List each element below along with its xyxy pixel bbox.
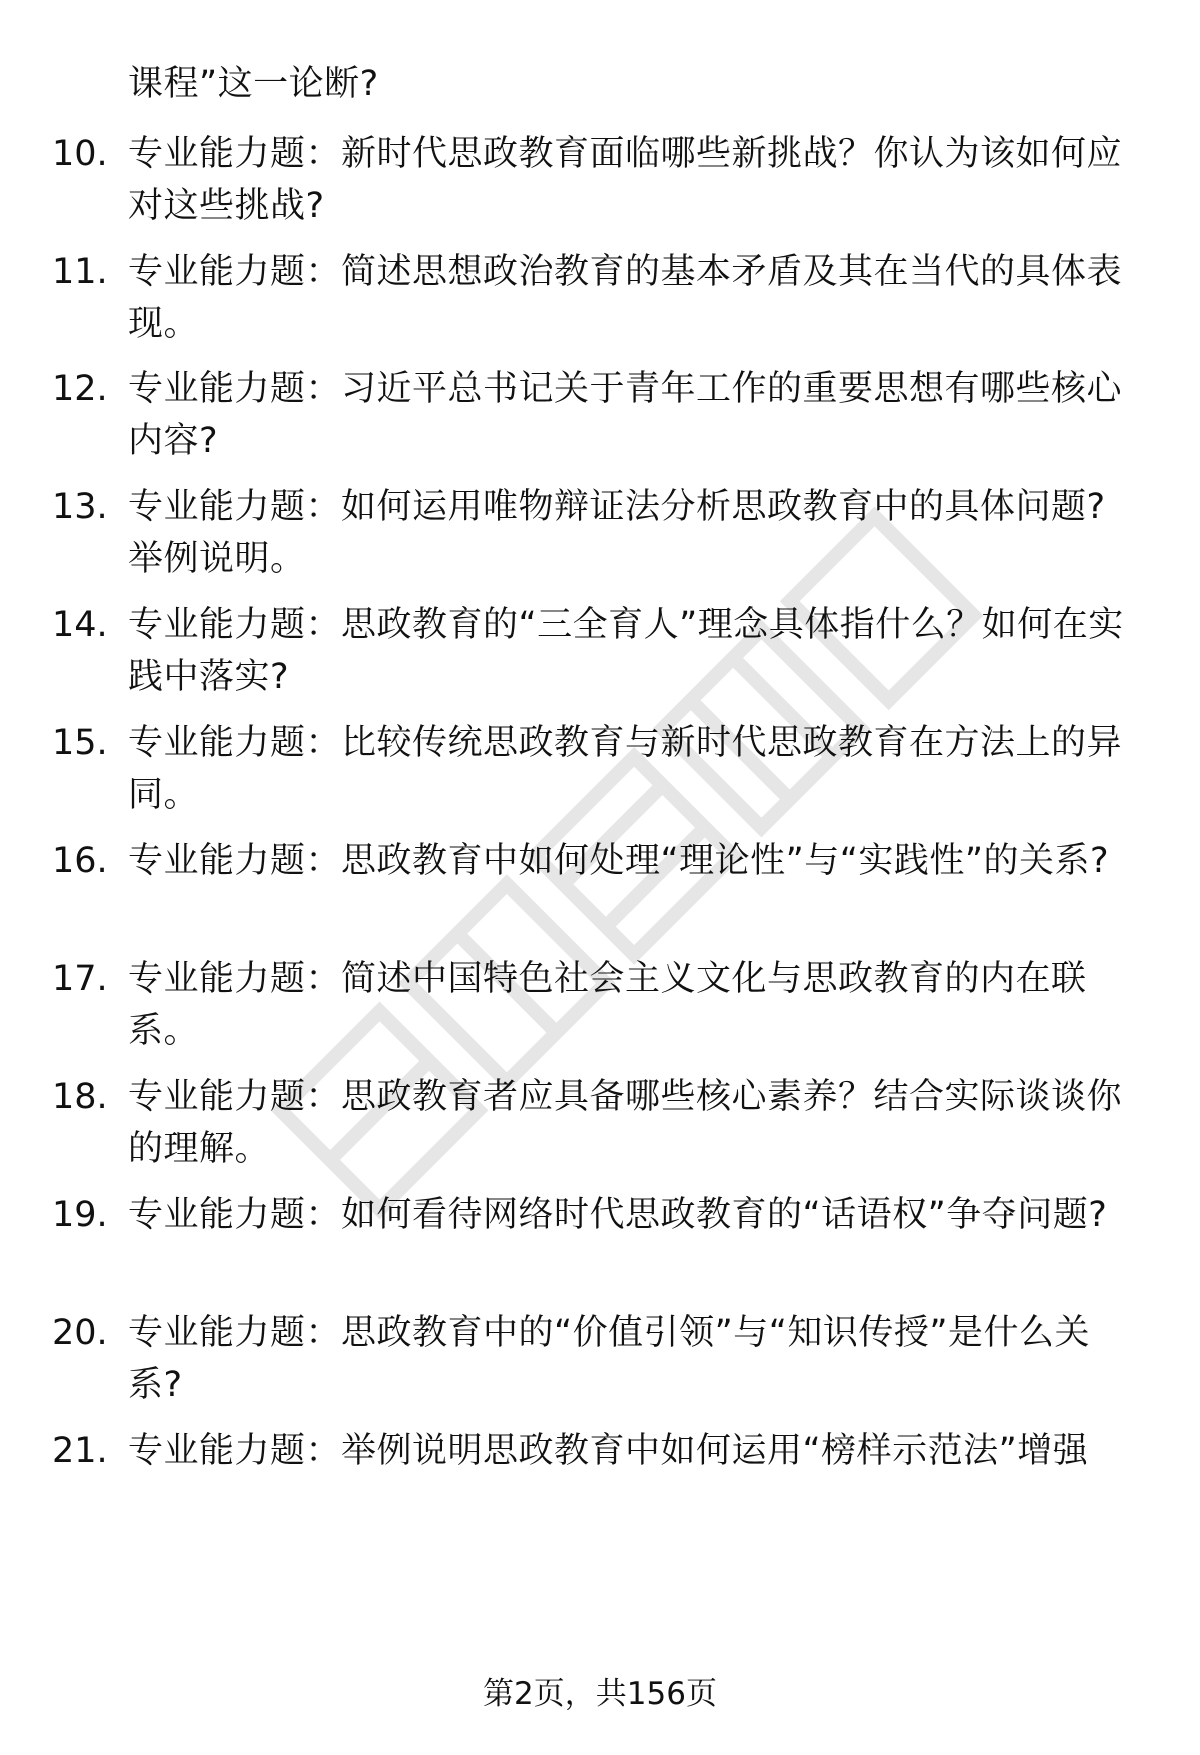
question-number: 21. — [52, 1431, 108, 1471]
question-text: 专业能力题：简述思想政治教育的基本矛盾及其在当代的具体表现。 — [128, 252, 1123, 344]
question-text: 专业能力题：简述中国特色社会主义文化与思政教育的内在联系。 — [128, 959, 1087, 1051]
question-number: 16. — [52, 841, 108, 881]
continuation-text: 课程”这一论断? — [128, 64, 379, 104]
question-text: 专业能力题：如何运用唯物辩证法分析思政教育中的具体问题?举例说明。 — [128, 487, 1106, 579]
question-text: 专业能力题：思政教育者应具备哪些核心素养？结合实际谈谈你的理解。 — [128, 1077, 1123, 1169]
question-text: 专业能力题：习近平总书记关于青年工作的重要思想有哪些核心内容? — [128, 369, 1123, 461]
question-text: 专业能力题：举例说明思政教育中如何运用“榜样示范法”增强 — [128, 1431, 1089, 1471]
question-text: 专业能力题：如何看待网络时代思政教育的“话语权”争夺问题? — [128, 1195, 1108, 1235]
question-number: 18. — [52, 1077, 108, 1117]
question-text: 专业能力题：思政教育的“三全育人”理念具体指什么？如何在实践中落实? — [128, 605, 1124, 697]
question-number: 12. — [52, 369, 108, 409]
question-number: 19. — [52, 1195, 108, 1235]
page-footer: 第2页，共156页 — [483, 1676, 717, 1712]
question-text: 专业能力题：比较传统思政教育与新时代思政教育在方法上的异同。 — [128, 723, 1123, 815]
question-number: 20. — [52, 1313, 108, 1353]
question-number: 14. — [52, 605, 108, 645]
question-text: 专业能力题：新时代思政教育面临哪些新挑战？你认为该如何应对这些挑战? — [128, 134, 1123, 226]
question-number: 13. — [52, 487, 108, 527]
question-number: 17. — [52, 959, 108, 999]
question-text: 专业能力题：思政教育中的“价值引领”与“知识传授”是什么关系? — [128, 1313, 1091, 1405]
question-number: 10. — [52, 134, 108, 174]
question-number: 11. — [52, 252, 108, 292]
question-number: 15. — [52, 723, 108, 763]
question-text: 专业能力题：思政教育中如何处理“理论性”与“实践性”的关系? — [128, 841, 1110, 881]
